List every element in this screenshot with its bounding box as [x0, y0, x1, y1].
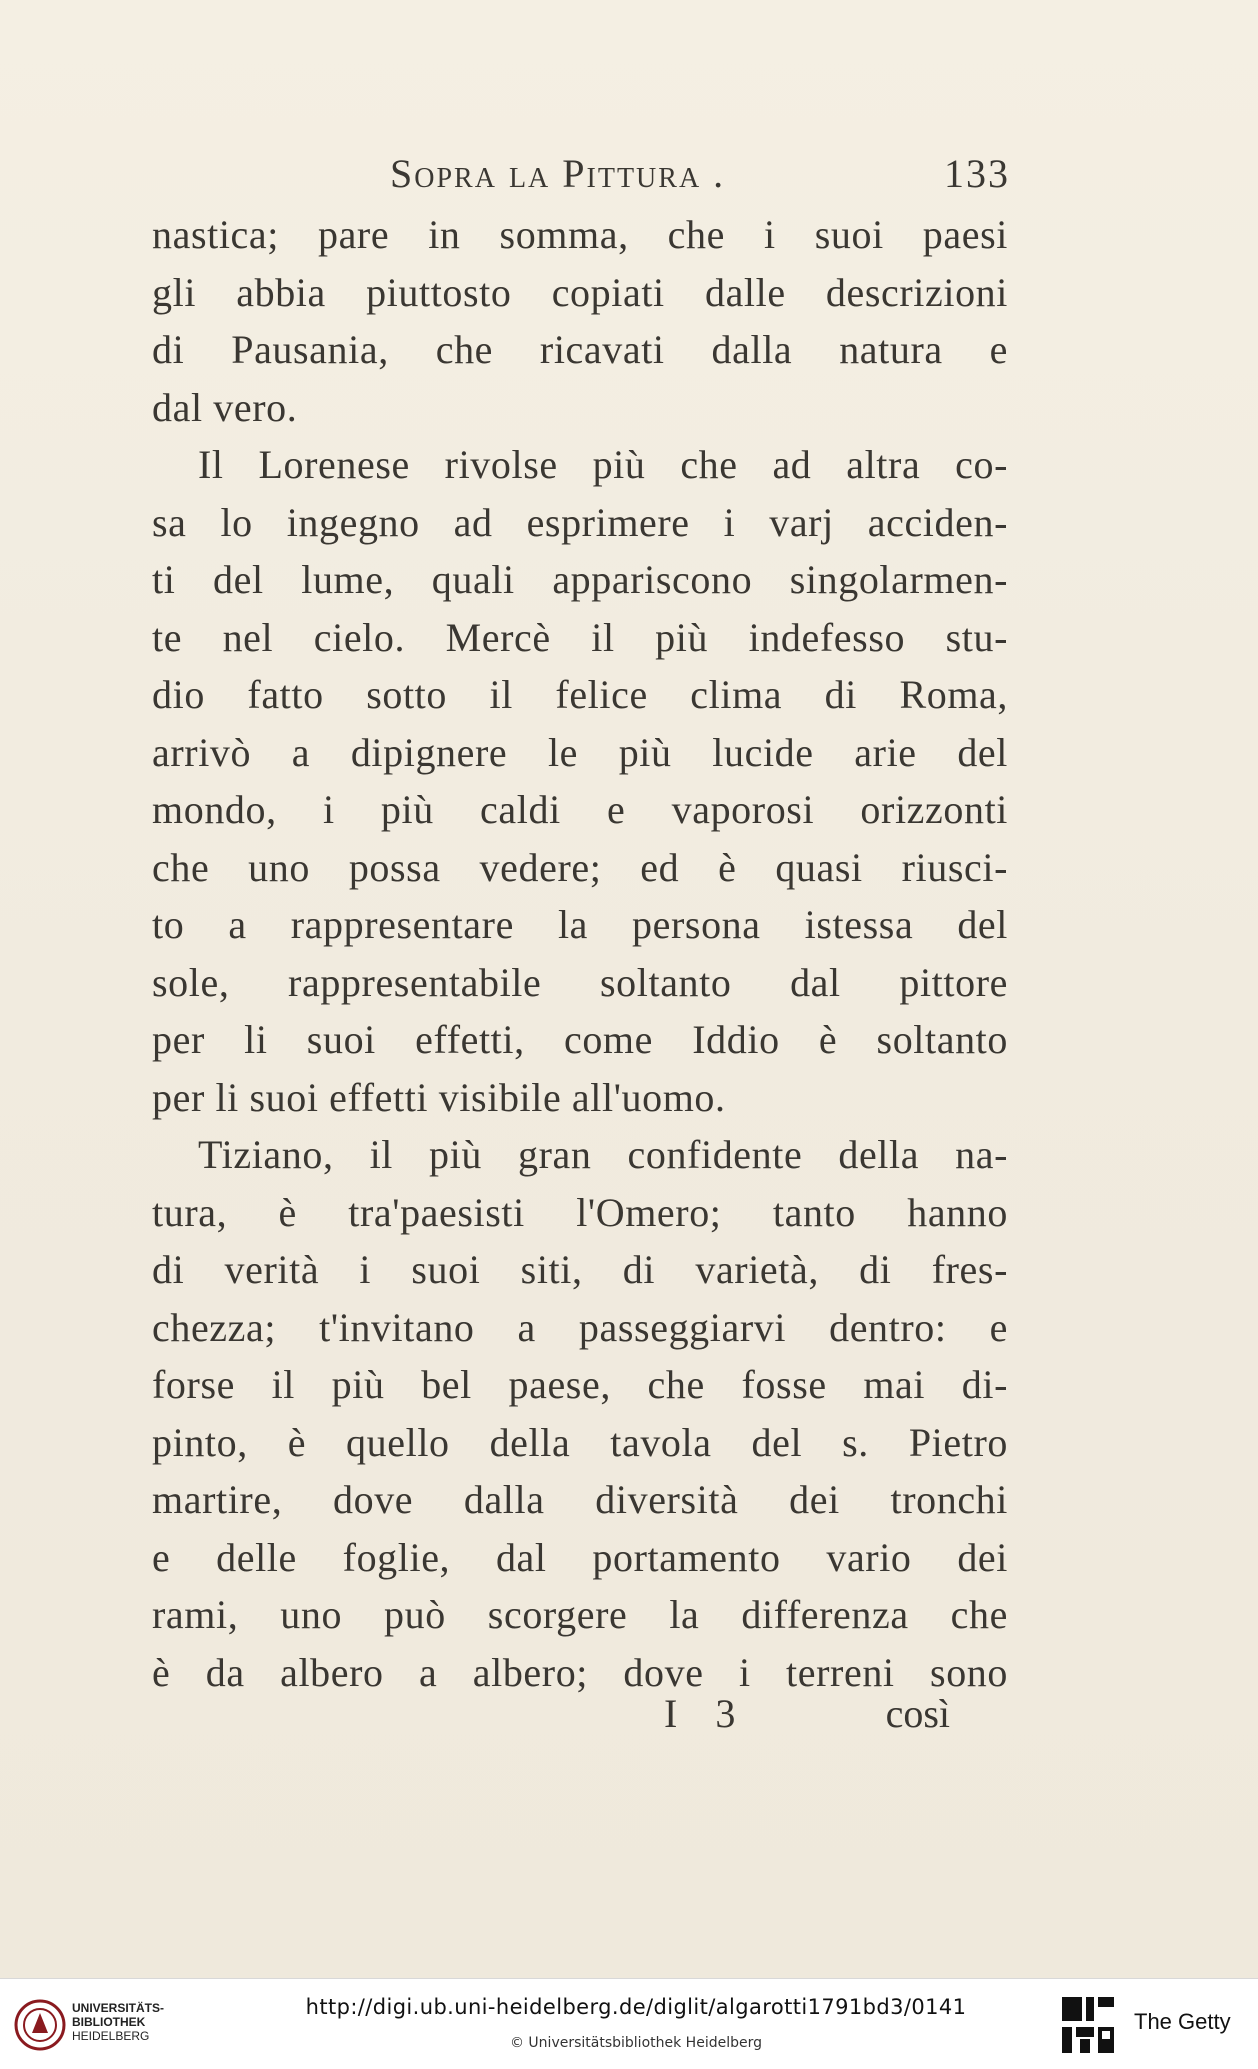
- text-line: martire, dove dalla diversità dei tronchi: [152, 1477, 1008, 1522]
- text-line: pinto, è quello della tavola del s. Pietro: [152, 1419, 1008, 1465]
- catchline: [660, 1690, 960, 1740]
- catchword: così: [885, 1691, 950, 1736]
- running-head-title: [390, 150, 725, 197]
- copyright-notice: © Universitätsbibliothek Heidelberg: [509, 2035, 762, 2051]
- text-line: gli abbia piuttosto copiati dalle descrizioni: [152, 269, 1008, 315]
- text-line: Tiziano, il più gran confidente della na-: [198, 1132, 1008, 1177]
- text-line: arrivò a dipignere le più lucide arie del: [152, 729, 1008, 775]
- text-line: per li suoi effetti, come Iddio è soltanto: [152, 1017, 1008, 1062]
- footer-bar: [0, 1978, 1258, 2069]
- library-name-line: BIBLIOTHEK: [72, 2015, 146, 2029]
- text-line: di verità i suoi siti, di varietà, di fres-: [152, 1247, 1008, 1292]
- text-line: te nel cielo. Mercè il più indefesso stu-: [152, 614, 1008, 660]
- running-head-title-rest: opra la Pittura .: [414, 151, 726, 196]
- text-line: mondo, i più caldi e vaporosi orizzonti: [152, 787, 1008, 832]
- text-line: rami, uno può scorgere la differenza che: [152, 1592, 1008, 1637]
- text-line: dal vero.: [152, 384, 298, 430]
- text-line: to a rappresentare la persona istessa del: [152, 902, 1008, 947]
- text-line: tura, è tra'paesisti l'Omero; tanto hanno: [152, 1189, 1008, 1235]
- text-line: dio fatto sotto il felice clima di Roma,: [152, 672, 1008, 717]
- library-name-line: UNIVERSITÄTS-: [72, 2001, 165, 2015]
- running-head-initial: S: [390, 151, 415, 196]
- permalink-url[interactable]: http://digi.ub.uni-heidelberg.de/diglit/algarotti1791bd3/0141: [305, 1995, 967, 2019]
- library-name: [72, 2001, 164, 2043]
- body-text: [152, 206, 1008, 1701]
- getty-logo-icon: [1060, 1995, 1116, 2055]
- library-name-line: HEIDELBERG: [72, 2029, 150, 2043]
- text-line: di Pausania, che ricavati dalla natura e: [152, 327, 1008, 372]
- text-line: per li suoi effetti visibile all'uomo.: [152, 1074, 726, 1120]
- text-line: chezza; t'invitano a passeggiarvi dentro: e: [152, 1304, 1008, 1350]
- text-line: è da albero a albero; dove i terreni sono: [152, 1649, 1008, 1695]
- signature-mark: I 3: [664, 1691, 750, 1736]
- text-line: che uno possa vedere; ed è quasi riusci-: [152, 844, 1008, 890]
- text-line: Il Lorenese rivolse più che ad altra co-: [198, 442, 1008, 487]
- text-line: sole, rappresentabile soltanto dal pittore: [152, 959, 1008, 1005]
- text-line: sa lo ingegno ad esprimere i varj acciden-: [152, 499, 1008, 545]
- page-number: 133: [944, 151, 1010, 196]
- text-line: forse il più bel paese, che fosse mai di-: [152, 1362, 1008, 1407]
- running-head: [390, 150, 1010, 200]
- text-line: ti del lume, quali appariscono singolarmen-: [152, 557, 1008, 602]
- text-line: e delle foglie, dal portamento vario dei: [152, 1534, 1008, 1580]
- sponsor-name: The Getty: [1134, 2009, 1231, 2034]
- text-line: nastica; pare in somma, che i suoi paesi: [152, 212, 1008, 257]
- university-seal-icon: [14, 1999, 66, 2051]
